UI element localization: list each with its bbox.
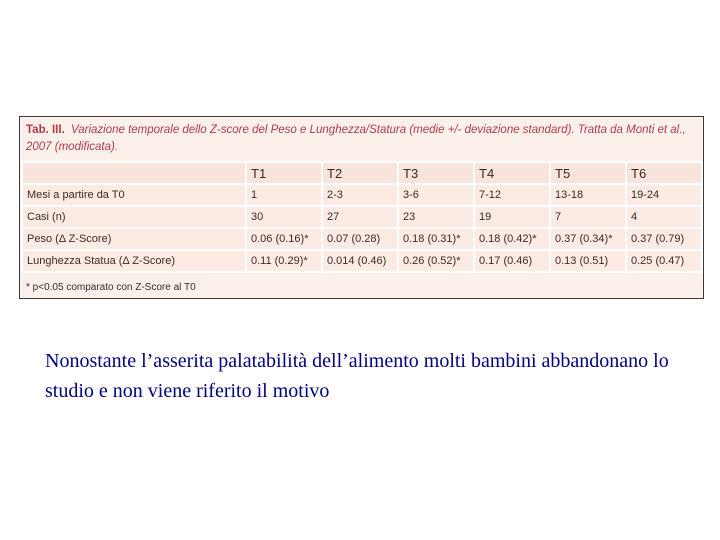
table-caption-text: Variazione temporale dello Z-score del Peso e Lunghezza/Statura (medie +/- deviazione standard). Tratta da Monti et al., 2007 (modificata). [26,124,686,153]
table-header-cell: T2 [322,162,398,184]
table-cell: 0.17 (0.46) [474,250,550,272]
table-header-cell: T3 [398,162,474,184]
table-cell: 0.37 (0.34)* [550,228,626,250]
table-footnote: * p<0.05 comparato con Z-Score al T0 [26,282,196,293]
table-cell: 0.13 (0.51) [550,250,626,272]
table-caption [26,122,698,156]
table-cell: 0.06 (0.16)* [246,228,322,250]
table-header-cell: T1 [246,162,322,184]
table-cell: 30 [246,206,322,228]
table-cell: Mesi a partire da T0 [22,184,246,206]
table-cell: 0.18 (0.31)* [398,228,474,250]
table-cell: Lunghezza Statua (Δ Z-Score) [22,250,246,272]
table-cell: Peso (Δ Z-Score) [22,228,246,250]
table-row [22,250,702,272]
table-cell: Casi (n) [22,206,246,228]
body-text: Nonostante l’asserita palatabilità dell’alimento molti bambini abbandonano lo studio e non viene riferito il motivo [45,350,669,402]
data-table [21,161,703,273]
table-cell: 0.11 (0.29)* [246,250,322,272]
table-row [22,206,702,228]
table-header-cell: T6 [626,162,702,184]
table-cell: 0.014 (0.46) [322,250,398,272]
table-cell: 23 [398,206,474,228]
table-cell: 7-12 [474,184,550,206]
table-cell: 13-18 [550,184,626,206]
table-cell: 27 [322,206,398,228]
table-cell: 3-6 [398,184,474,206]
table-header-row [22,162,702,184]
table-header-cell [22,162,246,184]
table-cell: 7 [550,206,626,228]
table-caption-label: Tab. III. [26,124,65,136]
table-cell: 19-24 [626,184,702,206]
table-cell: 0.25 (0.47) [626,250,702,272]
table-cell: 2-3 [322,184,398,206]
table-figure [19,116,704,299]
table-cell: 4 [626,206,702,228]
table-row [22,228,702,250]
table-cell: 1 [246,184,322,206]
table-cell: 0.07 (0.28) [322,228,398,250]
table-header-cell: T4 [474,162,550,184]
table-cell: 0.26 (0.52)* [398,250,474,272]
table-cell: 19 [474,206,550,228]
table-header-cell: T5 [550,162,626,184]
table-row [22,184,702,206]
table-cell: 0.18 (0.42)* [474,228,550,250]
table-cell: 0.37 (0.79) [626,228,702,250]
